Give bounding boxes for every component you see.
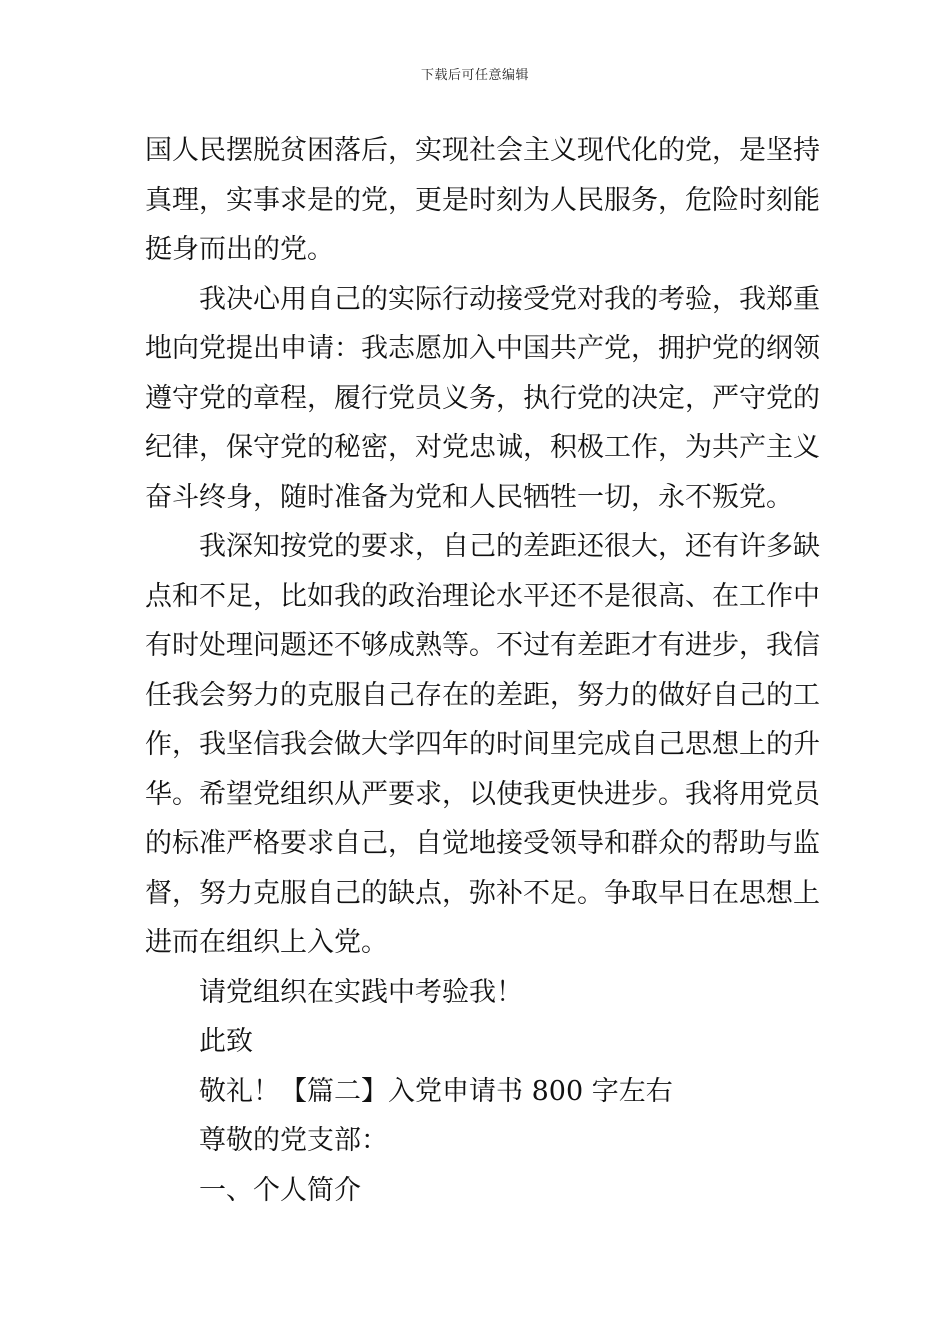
text-line: 任我会努力的克服自己存在的差距，努力的做好自己的工: [145, 679, 820, 711]
text-line: 我决心用自己的实际行动接受党对我的考验，我郑重: [199, 283, 820, 315]
text-line: 进而在组织上入党。: [145, 927, 388, 958]
text-line: 有时处理问题还不够成熟等。不过有差距才有进步，我信: [145, 630, 820, 661]
text-line: 挺身而出的党。: [145, 234, 334, 265]
text-line: 督，努力克服自己的缺点，弥补不足。争取早日在思想上: [145, 877, 820, 909]
text-line: 的标准严格要求自己，自觉地接受领导和群众的帮助与监: [145, 828, 820, 859]
text-line: 国人民摆脱贫困落后，实现社会主义现代化的党，是坚持: [145, 135, 820, 166]
text-line: 华。希望党组织从严要求，以使我更快进步。我将用党员: [145, 778, 820, 810]
text-line: 纪律，保守党的秘密，对党忠诚，积极工作，为共产主义: [145, 432, 820, 463]
text-line: 我深知按党的要求，自己的差距还很大，还有许多缺: [199, 531, 820, 562]
text-line: 真理，实事求是的党，更是时刻为人民服务，危险时刻能: [145, 184, 820, 216]
text-line: 遵守党的章程，履行党员义务，执行党的决定，严守党的: [145, 382, 820, 414]
text-line: 请党组织在实践中考验我！: [199, 976, 523, 1008]
text-line: 敬礼！【篇二】入党申请书 800 字左右: [199, 1075, 673, 1107]
page-header: 下载后可任意编辑: [420, 68, 529, 83]
text-line: 一、个人简介: [199, 1174, 361, 1206]
text-line: 点和不足，比如我的政治理论水平还不是很高、在工作中: [145, 580, 820, 612]
text-line: 奋斗终身，随时准备为党和人民牺牲一切，永不叛党。: [145, 481, 793, 513]
text-line: 地向党提出申请：我志愿加入中国共产党，拥护党的纲领: [145, 333, 820, 364]
document-body: [145, 126, 820, 1215]
text-line: 尊敬的党支部：: [199, 1125, 388, 1156]
text-line: 此致: [199, 1026, 253, 1057]
text-line: 作，我坚信我会做大学四年的时间里完成自己思想上的升: [145, 729, 820, 760]
